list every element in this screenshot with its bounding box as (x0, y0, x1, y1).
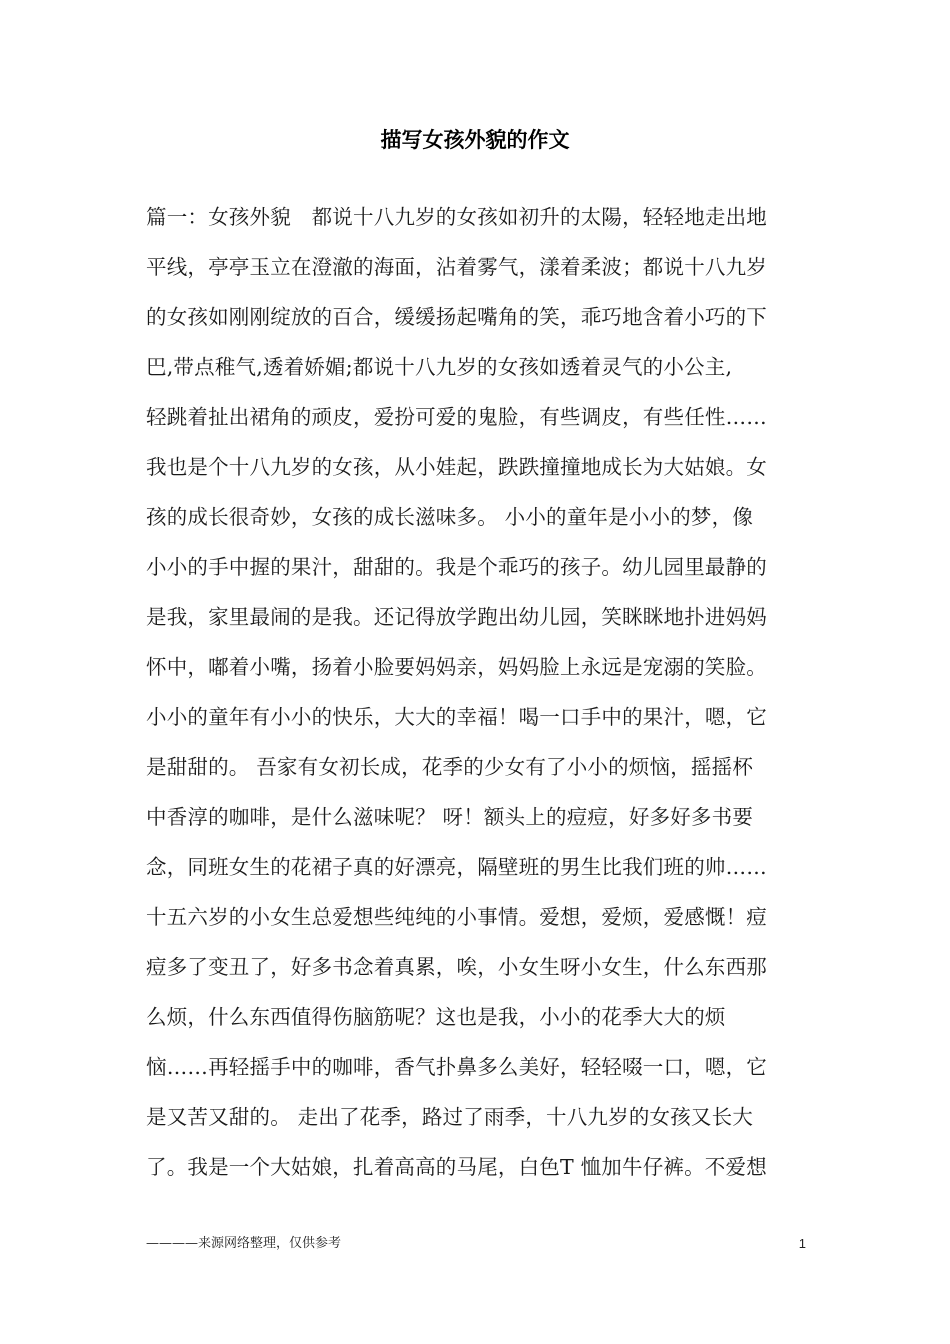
document-body (146, 198, 826, 1198)
body-line: 么烦，什么东西值得伤脑筋呢？这也是我，小小的花季大大的烦 (146, 1005, 726, 1029)
body-line: 痘多了变丑了，好多书念着真累，唉，小女生呀小女生，什么东西那 (146, 955, 767, 979)
body-line: 怀中，嘟着小嘴，扬着小脸要妈妈亲，妈妈脸上永远是宠溺的笑脸。 (146, 655, 767, 679)
body-line: 念，同班女生的花裙子真的好漂亮，隔壁班的男生比我们班的帅…… (146, 855, 767, 879)
body-line: 了。我是一个大姑娘，扎着高高的马尾，白色T 恤加牛仔裤。不爱想 (146, 1155, 767, 1179)
body-line: 是又苦又甜的。 走出了花季，路过了雨季，十八九岁的女孩又长大 (146, 1105, 754, 1129)
body-line: 的女孩如刚刚绽放的百合，缓缓扬起嘴角的笑，乖巧地含着小巧的下 (146, 305, 767, 329)
body-line: 孩的成长很奇妙，女孩的成长滋味多。 小小的童年是小小的梦，像 (146, 505, 754, 529)
footer-source-note: ————来源网络整理，仅供参考 (146, 1236, 342, 1251)
page-footer (146, 1232, 806, 1256)
body-line: 小小的童年有小小的快乐，大大的幸福！喝一口手中的果汁，嗯，它 (146, 705, 767, 729)
body-line: 是我，家里最闹的是我。还记得放学跑出幼儿园，笑眯眯地扑进妈妈 (146, 605, 767, 629)
body-line: 中香淳的咖啡，是什么滋味呢？ 呀！额头上的痘痘，好多好多书要 (146, 805, 754, 829)
body-line: 恼……再轻摇手中的咖啡，香气扑鼻多么美好，轻轻啜一口，嗯，它 (146, 1055, 767, 1079)
body-line: 平线，亭亭玉立在澄澈的海面，沾着雾气，漾着柔波；都说十八九岁 (146, 255, 767, 279)
document-title: 描写女孩外貌的作文 (380, 128, 570, 152)
body-line: 篇一：女孩外貌 都说十八九岁的女孩如初升的太陽，轻轻地走出地 (146, 205, 767, 229)
body-line: 十五六岁的小女生总爱想些纯纯的小事情。爱想，爱烦，爱感慨！痘 (146, 905, 767, 929)
body-line: 小小的手中握的果汁，甜甜的。我是个乖巧的孩子。幼儿园里最静的 (146, 555, 767, 579)
body-line: 巴,带点稚气,透着娇媚;都说十八九岁的女孩如透着灵气的小公主, (146, 355, 733, 379)
body-line: 轻跳着扯出裙角的顽皮，爱扮可爱的鬼脸，有些调皮，有些任性…… (146, 405, 767, 429)
page-number: 1 (798, 1236, 806, 1251)
body-line: 我也是个十八九岁的女孩，从小娃起，跌跌撞撞地成长为大姑娘。女 (146, 455, 767, 479)
body-line: 是甜甜的。 吾家有女初长成，花季的少女有了小小的烦恼，摇摇杯 (146, 755, 754, 779)
